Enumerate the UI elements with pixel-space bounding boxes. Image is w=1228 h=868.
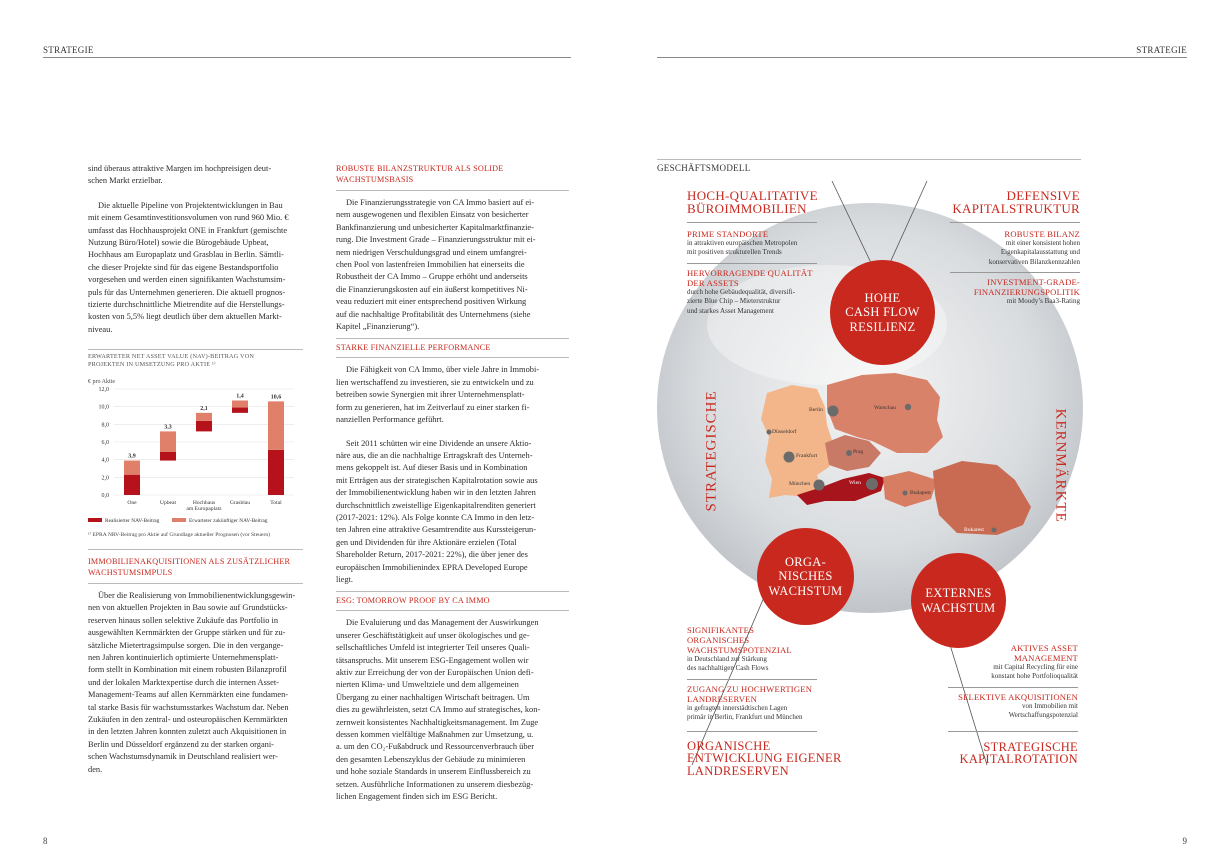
text-line: europäischen Immobilienindex EPRA Developed Europe [336,562,528,572]
item-desc [687,704,862,723]
block-title [918,189,1080,215]
text-line: gen und Dividenden für ihre Aktionäre erzielen (Total [336,537,517,547]
text-line: näre aus, die an die nachhaltige Ertragskraft des Unterneh- [336,450,533,460]
left-header-rule [43,57,571,58]
city-label-frankfurt: Frankfurt [796,453,818,459]
text-line: ten Jahren eine attraktive Gesamtrendite aus Kurssteigerun- [336,525,536,535]
left-header: STRATEGIE [43,45,94,55]
text-line: veau reduziert mit einer entsprechend positiven Wirkung [336,297,527,307]
y-tick-label: 8,0 [101,422,109,429]
text-line: sind überaus attraktive Margen im hochpreisigen deut- [88,164,272,173]
desc-line: durch hohe Gebäudequalität, diversifi- [687,287,796,296]
title-line: BÜROIMMOBILIEN [687,201,807,216]
text-line: che dieser Projekte sind für das eigene Bestandsportfolio [88,262,279,272]
title-line: LANDRESERVEN [687,693,757,704]
title-line: WACHSTUMSPOTENZIAL [687,645,792,655]
title-line: KAPITALSTRUKTUR [952,201,1080,216]
title-line: ORGANISCHES [687,635,750,645]
text-line: liegt. [336,574,353,584]
y-tick-label: 6,0 [101,440,109,446]
chart-title [88,353,254,368]
text-line: Zukäufen in den zentral- und osteuropäischen Kernmärkten [88,715,288,725]
heading-line: IMMOBILIENAKQUISITIONEN ALS ZUSÄTZLICHER [88,557,291,566]
city-label-warschau: Warschau [874,405,896,411]
title-line: MANAGEMENT [1013,653,1078,663]
item-desc [687,288,847,316]
city-dot-frankfurt [784,452,795,463]
text-line: nem ausgewogenen und flexiblen Einsatz von besicherter [336,210,529,220]
block-strategic-capital-rotation [918,643,1078,766]
chart-top-rule [88,349,303,350]
section-rule [336,591,569,592]
vertical-label-kernmaerkte: KERNMÄRKTE [1052,408,1069,523]
item-desc [918,239,1080,267]
right-page-number: 9 [1182,836,1187,846]
text-line: den gesamten Lebenszyklus der Gebäude zu minimieren [336,754,526,764]
right-header-rule [657,57,1187,58]
data-label: 3,9 [128,453,136,460]
chart-title-line: PROJEKTEN IN UMSETZUNG PRO AKTIE ¹⁾ [88,360,216,368]
text-line: kosten von 5,5% liegt deutlich über dem aktuellen Markt- [88,312,282,322]
chart-unit: € pro Aktie [88,379,115,385]
chart-svg [88,385,303,535]
city-dot-duesseldorf [767,430,772,435]
section-rule [336,338,569,339]
text-line: die Finanzierungskosten auf ein äußerst kompetitives Ni- [336,284,528,294]
city-dot-bukarest [992,528,997,533]
legend-swatch-expected [172,518,186,522]
desc-line: des nachhaltigen Cash Flows [687,664,769,673]
text-line: Die Finanzierungsstrategie von CA Immo basiert auf ei- [346,198,535,207]
text-line: form stellt in Kombination mit einem robusten Bilanzprofil [88,665,287,675]
bar-expected [268,401,284,450]
circle-line: WACHSTUM [768,583,843,598]
text-line: zernweit konsistentes Nachhaltigkeitsmanagement. Im Zuge [336,717,539,727]
title-line: INVESTMENT-GRADE- [987,277,1080,288]
circle-line: ORGA- [784,554,827,569]
city-label-prag: Prag [853,449,864,455]
text-line: a. um den CO₂-Fußabdruck und Ressourcenverbrauch über [336,742,535,752]
chart-title-line: ERWARTETER NET ASSET VALUE (NAV)-BEITRAG VON [88,353,255,360]
block-rule [687,222,817,223]
y-tick-label: 0,0 [101,493,109,499]
y-tick-label: 12,0 [98,387,109,393]
title-line: ENTWICKLUNG EIGENER [687,751,842,766]
acquisitions-paragraph [88,590,313,776]
text-line: Die aktuelle Pipeline von Projektentwicklungen in Bau [98,200,283,210]
text-line: Kapitel „Finanzierung“). [336,322,420,332]
pipeline-paragraph [88,200,313,336]
title-line: ZUGANG ZU HOCHWERTIGEN [687,683,813,694]
city-label-berlin: Berlin [809,407,823,413]
chart-bottom-rule [88,549,303,550]
bar-expected [196,413,212,421]
desc-line: in gefragten innerstädtischen Lagen [687,703,788,712]
text-line: Nutzung Büro/Hotel) sowie die Bürogebäude Upbeat, [88,238,269,248]
text-line: dessen kommen vielfältige Maßnahmen zur Umsetzung, u. [336,730,534,740]
block-rule [687,263,817,264]
desc-line: in attraktiven europäischen Metropolen [687,239,798,247]
performance-paragraph-1 [336,364,572,426]
desc-line: und starkes Asset Management [687,306,774,315]
desc-line: Wertschaffungspotenzial [1008,711,1078,720]
left-page-number: 8 [43,836,48,846]
text-line: nanziellen Performance geführt. [336,415,444,425]
item-desc [918,663,1078,682]
text-line: betreiben sowie Synergien mit ihrer Unternehmensplatt- [336,390,525,400]
title-line: LANDRESERVEN [687,763,789,778]
title-line: DER ASSETS [687,277,739,288]
text-line: ausgewählten Kernmärkten der Gruppe stärken und für zu- [88,628,286,638]
block-rule [687,731,817,732]
city-label-budapest: Budapest [910,490,931,496]
text-line: nem niedrigen Verschuldungsgrad und einem umfangrei- [336,247,527,257]
text-line: Die Evaluierung und das Management der Auswirkungen [346,618,539,628]
text-line: tal starke Basis für wachstumsstarkes Wachstum dar. Neben [88,702,289,712]
nav-chart [88,349,303,549]
city-label-bukarest: Bukarest [964,527,984,533]
circle-line: CASH FLOW [845,305,920,320]
city-dot-budapest [903,491,908,496]
text-line: form zu generieren, hat im Zeitverlauf zu einer starken fi- [336,402,530,412]
text-line: den. [88,764,103,774]
x-tick-label: am Europaplatz [186,506,222,512]
text-line: lien wertschaffend zu investieren, sie zu entwickeln und zu [336,377,534,387]
text-line: vorgesehen und werden einen signifikanten Wachstumsim- [88,275,286,285]
legend-label: Realisierter NAV-Beitrag [105,518,160,524]
circle-line: RESILIENZ [849,319,916,334]
heading-line: ROBUSTE BILANZSTRUKTUR ALS SOLIDE [336,164,504,173]
y-tick-label: 10,0 [98,404,109,411]
block-title [687,740,862,778]
esg-heading: ESG: TOMORROW PROOF BY CA IMMO [336,596,490,606]
text-line: nen von aktuellen Projekten in Bau sowie auf Grundstücks- [88,603,288,613]
title-line: AKTIVES ASSET [1010,643,1078,653]
bar-expected [124,461,140,475]
desc-line: mit Moody’s Baa3-Rating [1006,297,1080,306]
data-label: 1,4 [236,393,244,400]
item-title: PRIME STANDORTE [687,229,769,239]
bar-expected [160,431,176,451]
item-title [918,277,1080,297]
bar-realized [160,452,176,461]
esg-paragraph [336,617,572,803]
item-title [918,643,1078,663]
text-line: niveau. [88,324,113,334]
text-line: Bankfinanzierung und unbesicherter Kapitalmarktfinanzie- [336,222,534,232]
intro-paragraph [88,163,313,188]
item-title [687,625,862,655]
text-line: reserven hinaus sollen selektive Zukäufe das Portfolio in [88,615,279,625]
business-model-top-rule [657,159,1081,160]
text-line: schen Markt erzielbar. [88,176,163,186]
block-rule [950,222,1080,223]
text-line: Shareholder Return, 2017-2021: 22%), die über jener des [336,550,528,560]
bar-expected [232,400,248,407]
title-line: HOCH-QUALITATIVE [687,188,818,203]
block-organic-development [687,625,862,777]
item-title [687,684,862,704]
text-line: tizierte durchschnittliche Mietrendite auf die Herstellungs- [88,300,285,310]
business-model-label: GESCHÄFTSMODELL [657,163,751,173]
text-line: sätzliche Mietertragsimpulse sorgen. Die in den vergange- [88,640,284,650]
city-label-muenchen: München [789,481,811,487]
y-tick-label: 2,0 [101,475,109,482]
block-high-quality-offices [687,189,847,316]
title-line: HERVORRAGENDE QUALITÄT [687,267,813,278]
bar-realized [124,475,140,495]
desc-line: in Deutschland zur Stärkung [687,655,767,663]
balance-heading [336,163,572,185]
title-line: SIGNIFIKANTES [687,625,755,635]
city-label-wien: Wien [849,480,861,486]
text-line: Die Fähigkeit von CA Immo, über viele Jahre in Immobi- [346,365,540,375]
bar-realized [232,408,248,413]
left-column-2 [336,163,572,803]
desc-line: zierte Blue Chip – Mieterstruktur [687,297,781,306]
text-line: Berlin und Düsseldorf ergänzend zu der starken organi- [88,739,274,749]
item-title: ROBUSTE BILANZ [1004,229,1080,239]
x-tick-label: Upbeat [159,500,177,506]
item-title: SELEKTIVE AKQUISITIONEN [958,691,1078,702]
city-dot-berlin [828,406,839,417]
title-line: STRATEGISCHE [983,739,1078,754]
text-line: mit Erträgen aus der strategischen Kapitalrotation sowie aus [336,475,538,485]
city-dot-wien [866,478,878,490]
text-line: unserer Geschäftstätigkeit auf unser ökologisches und ge- [336,630,530,640]
block-title [687,189,847,215]
text-line: setzen. Ausführliche Informationen zu unserem diesbezüg- [336,779,534,789]
text-line: mens gekoppelt ist. Auf dieser Basis und in Kombination [336,463,528,473]
text-line: auf die nachhaltige Profitabilität des Unternehmens (siehe [336,309,531,319]
heading-rule [336,610,569,611]
text-line: (2017-2021: 12%). Als Folge konnte CA Immo in den letz- [336,512,535,522]
text-line: Übergang zu einer nachhaltigen Wirtschaft beitragen. Um [336,692,530,702]
acquisitions-heading [88,556,313,578]
legend-swatch-realized [88,518,102,522]
data-label: 3,3 [164,424,172,431]
x-tick-label: Grasblau [229,500,251,506]
text-line: Seit 2011 schütten wir eine Dividende an unsere Aktio- [346,438,532,448]
desc-line: konservativen Bilanzkennzahlen [988,257,1080,266]
text-line: rung. Die Investment Grade – Finanzierungsstruktur mit ei- [336,235,536,245]
item-title [687,268,847,288]
data-label: 2,1 [200,405,208,412]
text-line: durchschnittlich zweistellige Eigenkapitalrenditen generiert [336,500,536,510]
item-desc [918,702,1078,721]
text-line: der Immobilienentwicklung haben wir in den letzten Jahren [336,488,536,498]
text-line: nen Jahren kontinuierlich optimierte Unternehmensplatt- [88,653,279,663]
heading-rule [336,357,569,358]
text-line: tätsanspruchs. Mit unserem ESG-Engagement wollen wir [336,655,529,665]
title-line: FINANZIERUNGSPOLITIK [973,287,1080,298]
vertical-label-strategische: STRATEGISCHE [703,390,720,512]
balance-paragraph [336,197,572,333]
text-line: und der lokalen Marktexpertise durch die internen Asset- [88,677,279,687]
text-line: Über die Realisierung von Immobilienentwicklungsgewin- [98,591,296,600]
circle-external-growth [911,553,1006,648]
x-tick-label: Total [270,500,282,506]
bar-realized [268,450,284,495]
circle-line: EXTERNES [925,586,992,600]
text-line: schen Wachstumsdynamik in Deutschland realisiert wer- [88,752,278,762]
data-label: 10,6 [270,394,282,401]
legend-label: Erwarteter zukünftiger NAV-Beitrag [189,518,268,524]
text-line: Management-Teams auf allen Kernmärkten eine fundamen- [88,690,289,700]
text-line: und hohe soziale Standards in unserem Einflussbereich zu [336,767,531,777]
heading-line: WACHSTUMSIMPULS [88,568,173,577]
left-column-1 [88,163,313,336]
heading-line: WACHSTUMSBASIS [336,175,414,184]
title-line: ORGANISCHE [687,738,771,753]
text-line: dies zu gewährleisten, setzt CA Immo auf strategisches, kon- [336,705,541,715]
city-dot-prag [846,450,852,456]
heading-rule [88,583,303,584]
text-line: aktiv zur Erreichung der von der Europäischen Union defi- [336,668,534,677]
desc-line: konstant hohe Portfolioqualität [991,672,1078,681]
left-column-1-lower [88,556,313,776]
performance-heading: STARKE FINANZIELLE PERFORMANCE [336,343,491,353]
heading-rule [336,190,569,191]
text-line: puls für das Unternehmen generieren. Die aktuell prognos- [88,287,286,297]
block-rule [950,272,1080,273]
city-dot-muenchen [814,480,825,491]
circle-line: WACHSTUM [921,600,996,615]
bar-realized [196,421,212,432]
city-label-duesseldorf: Düsseldorf [772,429,797,435]
desc-line: mit positiven strukturellen Trends [687,248,782,257]
block-rule [687,679,817,680]
title-line: DEFENSIVE [1006,188,1080,203]
text-line: in den letzten Jahren konnten zuletzt auch Akquisitionen in [88,727,287,737]
text-line: umfasst das Hochhausprojekt ONE in Frankfurt (gemischte [88,225,288,235]
chart-footnote: ¹⁾ EPRA NRV-Beitrag pro Aktie auf Grundlage aktueller Prognosen (vor Steuern) [88,532,270,538]
y-tick-label: 4,0 [101,457,109,464]
performance-paragraph-2 [336,438,572,587]
circle-line: NISCHES [778,569,833,584]
item-desc [918,297,1080,306]
block-rule [948,731,1078,732]
text-line: sellschaftliches Umfeld ist integrierter Teil unseres Quali- [336,643,530,653]
desc-line: primär in Berlin, Frankfurt und München [687,713,803,722]
desc-line: Eigenkapitalausstattung und [1000,248,1080,257]
desc-line: von Immobilien mit [1022,701,1078,710]
x-tick-label: Hochhaus [192,500,216,506]
block-rule [948,687,1078,688]
text-line: nierten Klima- und Umweltziele und dem allgemeinen [336,680,519,690]
circle-organic-growth [757,528,854,625]
text-line: mit einem Gesamtinvestitionsvolumen von rund 960 Mio. € [88,213,289,223]
block-title [918,741,1078,766]
item-desc [687,239,847,258]
desc-line: mit einer konsistent hohen [1005,239,1080,247]
city-dot-warschau [905,404,911,410]
text-line: lichen Engagement finden sich im ESG Bericht. [336,792,498,802]
text-line: chen Pool von lastenfreien Immobilien hat einerseits die [336,260,525,270]
desc-line: mit Capital Recycling für eine [993,663,1078,671]
title-line: KAPITALROTATION [959,752,1078,767]
circle-line: HOHE [864,290,901,305]
item-desc [687,655,862,674]
text-line: Hochhaus am Europaplatz und Grasblau in Berlin. Sämtli- [88,250,284,260]
x-tick-label: One [127,500,137,506]
text-line: Robustheit der CA Immo – Gruppe erhöht und anderseits [336,272,528,282]
right-header: STRATEGIE [1136,45,1187,55]
block-defensive-capital-structure [918,189,1080,307]
